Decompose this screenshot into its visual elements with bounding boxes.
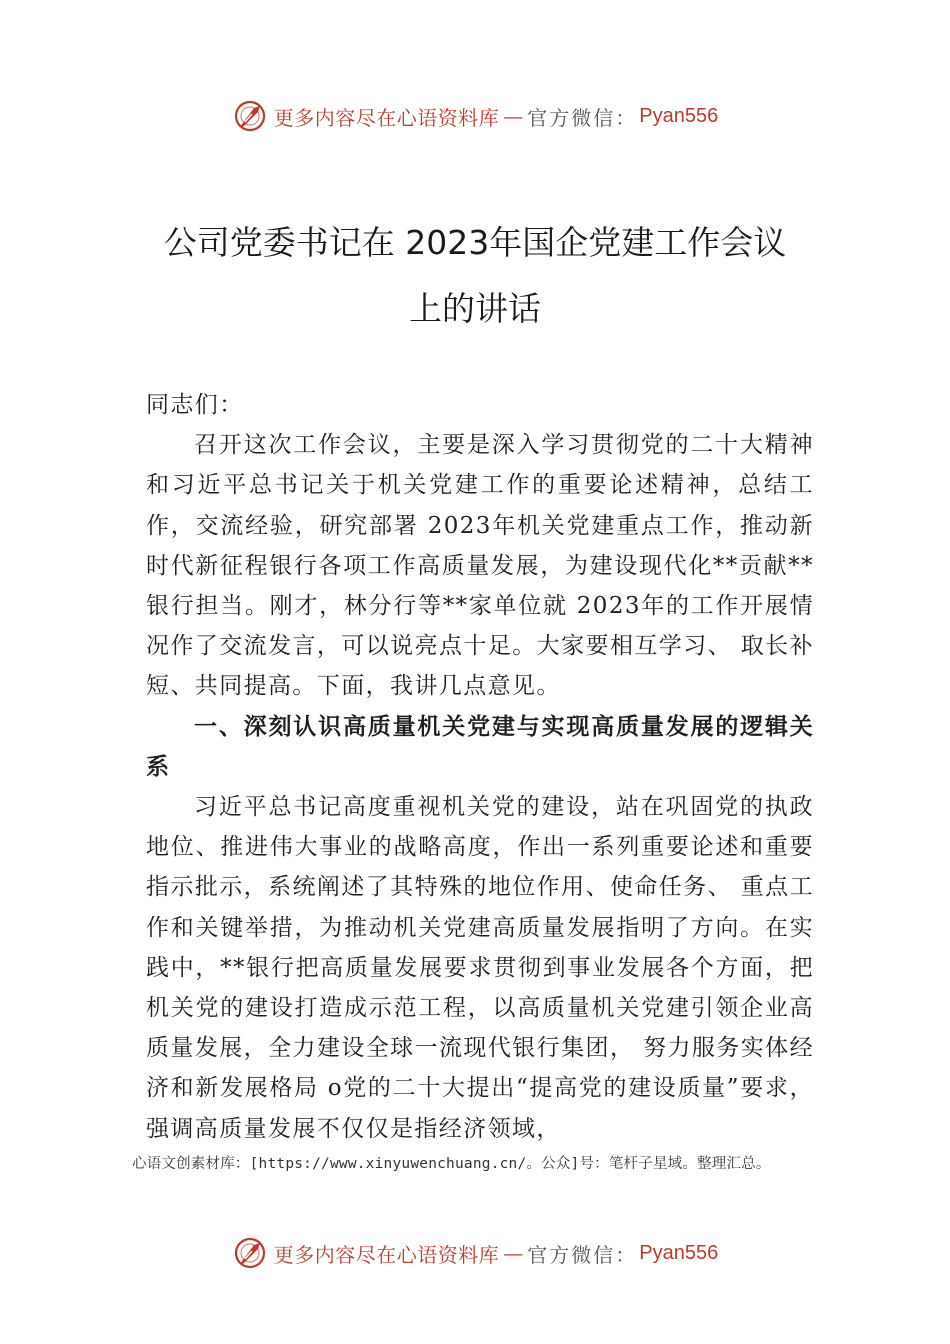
banner-text: 更多内容尽在心语资料库	[273, 105, 500, 130]
title-line-2: 上的讲话	[409, 289, 541, 328]
pen-nib-logo-icon	[232, 98, 268, 134]
document-title	[100, 210, 850, 342]
pen-nib-logo-icon	[232, 1235, 268, 1271]
banner-text: 更多内容尽在心语资料库	[273, 1242, 500, 1267]
banner-label: 官方微信：	[527, 105, 638, 130]
title-line-1: 公司党委书记在 2023年国企党建工作会议	[163, 223, 787, 262]
document-body	[146, 385, 814, 1149]
salutation: 同志们：	[146, 392, 244, 418]
banner-label: 官方微信：	[527, 1242, 638, 1267]
header-banner	[0, 96, 950, 136]
section-heading-1: 一、深刻认识高质量机关党建与实现高质量发展的逻辑关系	[146, 713, 814, 780]
banner-dash: —	[503, 1241, 524, 1265]
banner-dash: —	[503, 104, 524, 128]
banner-wechat-id: Pyan556	[639, 104, 719, 127]
paragraph-1: 召开这次工作会议，主要是深入学习贯彻党的二十大精神和习近平总书记关于机关党建工作的重要论述精神，总结工作，交流经验，研究部署 2023年机关党建重点工作，推动新时代新征程银行各项工作高质量发展，为建设现代化**贡献**银行担当。刚才，林分行等**家单位就 2023年的工作开展情况作了交流发言，可以说亮点十足。大家要相互学习、 取长补短、共同提高。下面，我讲几点意见。	[146, 432, 814, 700]
paragraph-2: 习近平总书记高度重视机关党的建设，站在巩固党的执政地位、推进伟大事业的战略高度，作出一系列重要论述和重要指示批示，系统阐述了其特殊的地位作用、使命任务、 重点工作和关键举措，为推动机关党建高质量发展指明了方向。在实践中，**银行把高质量发展要求贯彻到事业发展各个方面，把机关党的建设打造成示范工程，以高质量机关党建引领企业高质量发展，全力建设全球一流现代银行集团， 努力服务实体经济和新发展格局 o党的二十大提出“提高党的建设质量”要求，强调高质量发展不仅仅是指经济领域，	[146, 794, 814, 1142]
footer-banner	[0, 1233, 950, 1273]
source-footnote: 心语文创素材库：[https://www.xinyuwenchuang.cn/。公众]号：笔杆子星域。整理汇总。	[132, 1156, 771, 1172]
banner-wechat-id: Pyan556	[639, 1241, 719, 1264]
